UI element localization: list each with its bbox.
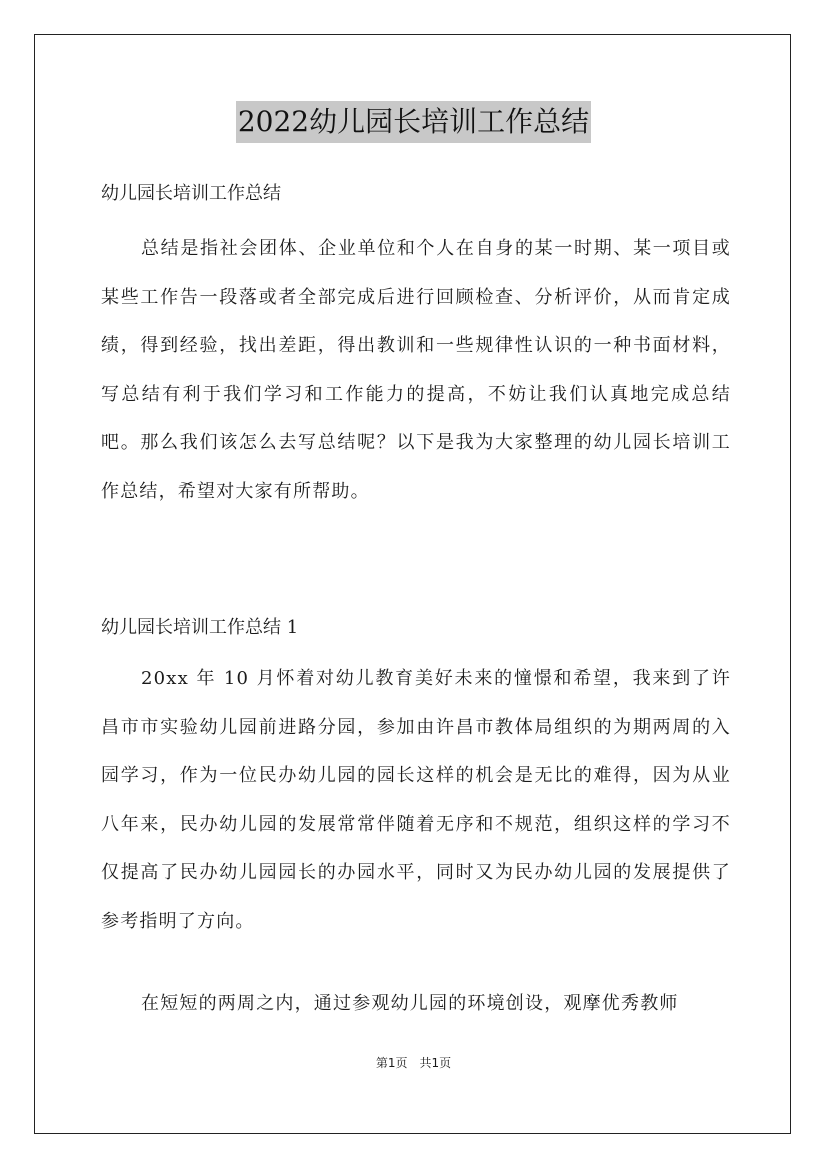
section1-paragraph-2: 在短短的两周之内，通过参观幼儿园的环境创设，观摩优秀教师 <box>141 993 679 1014</box>
section1-paragraph-1: 20xx 年 10 月怀着对幼儿教育美好未来的憧憬和希望，我来到了许昌市市实验幼儿园前进路分园，参加由许昌市教体局组织的为期两周的入园学习，作为一位民办幼儿园的园长这样的机会是无比的难得，因为从业八年来，民办幼儿园的发展常常伴随着无序和不规范，组织这样的学习不仅提高了民办幼儿园园长的办园水平，同时又为民办幼儿园的发展提供了参考指明了方向。 <box>101 668 731 932</box>
document-title: 2022幼儿园长培训工作总结 <box>236 101 591 143</box>
section1-heading: 幼儿园长培训工作总结 1 <box>101 617 299 638</box>
intro-heading: 幼儿园长培训工作总结 <box>101 183 281 204</box>
page-footer: 第1页 共1页 <box>375 1056 452 1070</box>
title-wrap <box>0 101 827 143</box>
intro-paragraph: 总结是指社会团体、企业单位和个人在自身的某一时期、某一项目或某些工作告一段落或者全部完成后进行回顾检查、分析评价，从而肯定成绩，得到经验，找出差距，得出教训和一些规律性认识的一种书面材料，写总结有利于我们学习和工作能力的提高，不妨让我们认真地完成总结吧。那么我们该怎么去写总结呢？以下是我为大家整理的幼儿园长培训工作总结，希望对大家有所帮助。 <box>101 238 731 502</box>
